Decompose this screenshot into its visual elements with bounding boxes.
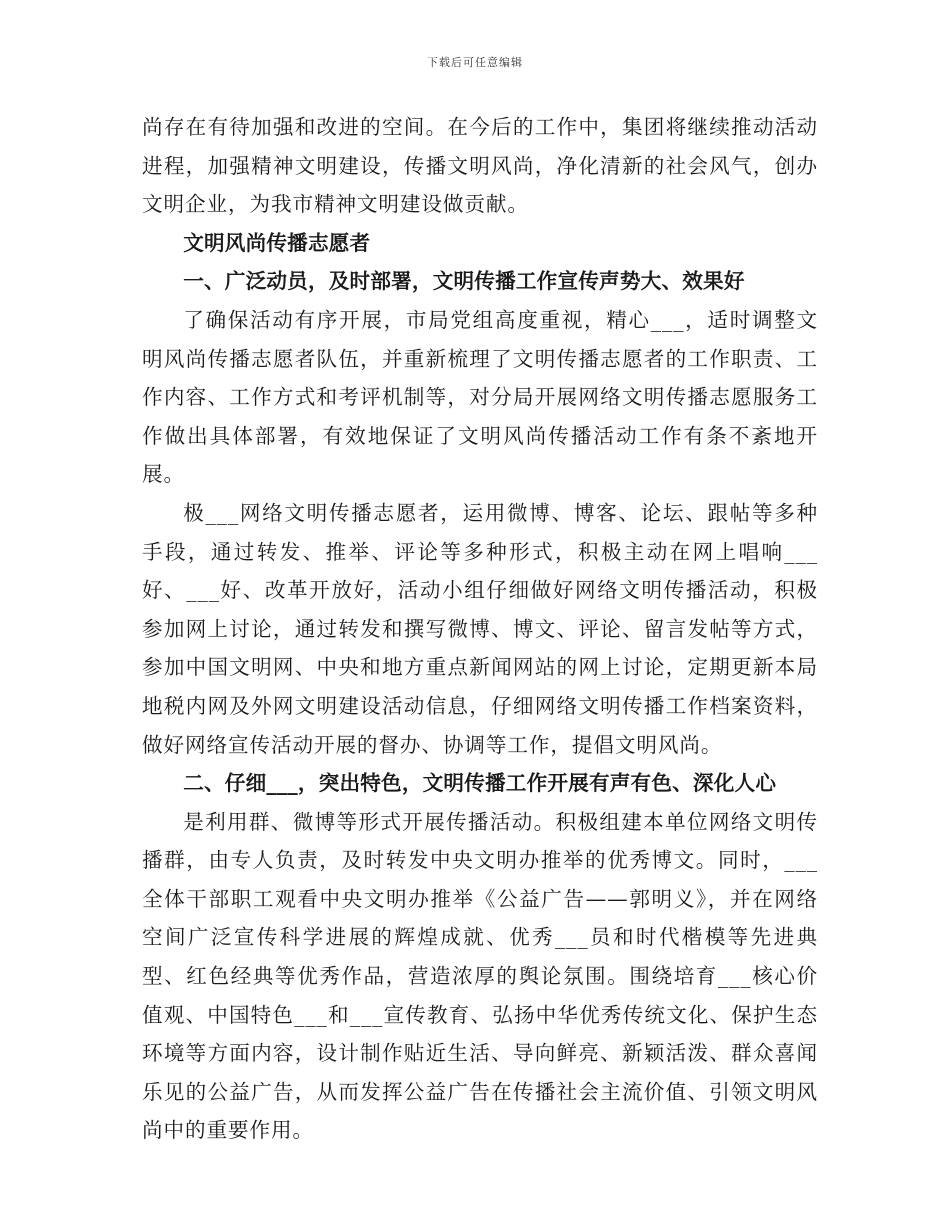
paragraph: 了确保活动有序开展，市局党组高度重视，精心___，适时调整文明风尚传播志愿者队伍，并重新梳理了文明传播志愿者的工作职责、工作内容、工作方式和考评机制等，对分局开展网络文明传播志愿服务工作做出具体部署，有效地保证了文明风尚传播活动工作有条不紊地开展。 — [142, 307, 818, 487]
section-heading: 二、仔细___，突出特色，文明传播工作开展有声有色、深化人心 — [183, 771, 777, 796]
document-body — [142, 108, 818, 1150]
header-note: 下载后可任意编辑 — [427, 56, 523, 69]
paragraph: 是利用群、微博等形式开展传播活动。积极组建本单位网络文明传播群，由专人负责，及时转发中央文明办推举的优秀博文。同时，___全体干部职工观看中央文明办推举《公益广告——郭明义》，并在网络空间广泛宣传科学进展的辉煌成就、优秀___员和时代楷模等先进典型、红色经典等优秀作品，营造浓厚的舆论氛围。围绕培育___核心价值观、中国特色___和___宣传教育、弘扬中华优秀传统文化、保护生态环境等方面内容，设计制作贴近生活、导向鲜亮、新颖活泼、群众喜闻乐见的公益广告，从而发挥公益广告在传播社会主流价值、引领文明风尚中的重要作用。 — [142, 809, 818, 1143]
section-heading: 一、广泛动员，及时部署，文明传播工作宣传声势大、效果好 — [183, 269, 745, 294]
section-heading: 文明风尚传播志愿者 — [183, 230, 371, 255]
paragraph: 极___网络文明传播志愿者，运用微博、博客、论坛、跟帖等多种手段，通过转发、推举、评论等多种形式，积极主动在网上唱响___好、___好、改革开放好，活动小组仔细做好网络文明传播活动，积极参加网上讨论，通过转发和撰写微博、博文、评论、留言发帖等方式，参加中国文明网、中央和地方重点新闻网站的网上讨论，定期更新本局地税内网及外网文明建设活动信息，仔细网络文明传播工作档案资料，做好网络宣传活动开展的督办、协调等工作，提倡文明风尚。 — [142, 500, 818, 757]
paragraph: 尚存在有待加强和改进的空间。在今后的工作中，集团将继续推动活动进程，加强精神文明建设，传播文明风尚，净化清新的社会风气，创办文明企业，为我市精神文明建设做贡献。 — [142, 115, 818, 217]
